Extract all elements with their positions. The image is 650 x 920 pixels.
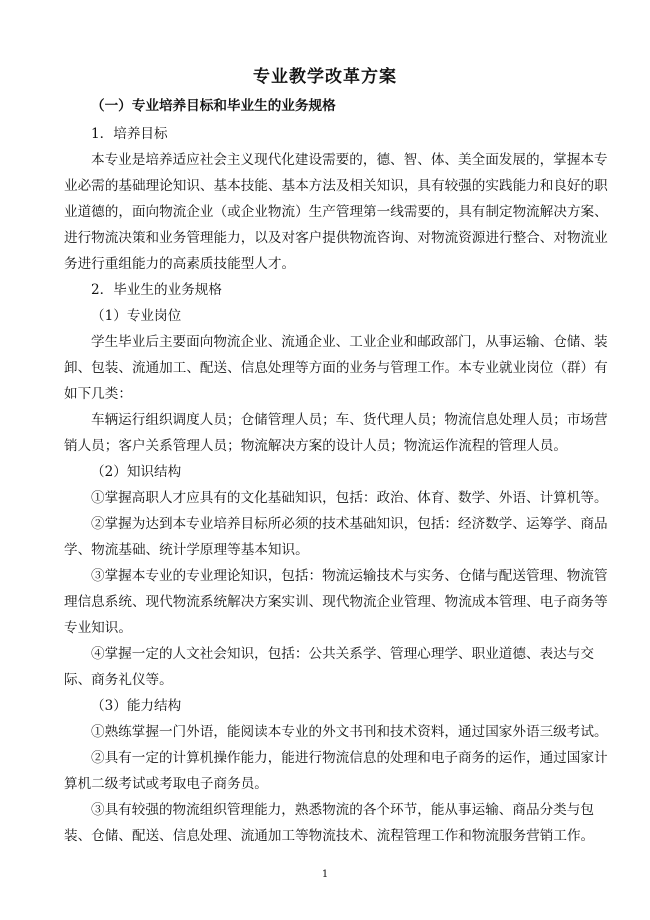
list-item: ②掌握为达到本专业培养目标所必须的技术基础知识，包括：经济数学、运筹学、商品 (91, 516, 608, 532)
list-item: ①掌握高职人才应具有的文化基础知识，包括：政治、体育、数学、外语、计算机等。 (91, 490, 608, 506)
section-heading: （一）专业培养目标和毕业生的业务规格 (91, 98, 336, 114)
document-title: 专业教学改革方案 (253, 67, 397, 87)
paragraph-line: 务进行重组能力的高素质技能型人才。 (64, 256, 296, 272)
list-item: ①熟练掌握一门外语，能阅读本专业的外文书刊和技术资料，通过国家外语三级考试。 (91, 724, 608, 740)
paragraph-line: 如下几类： (64, 386, 132, 402)
paragraph-line: 业必需的基础理论知识、基本技能、基本方法及相关知识，具有较强的实践能力和良好的职 (64, 178, 608, 194)
list-item: ④掌握一定的人文社会知识，包括：公共关系学、管理心理学、职业道德、表达与交 (91, 646, 594, 662)
paragraph-line: 本专业是培养适应社会主义现代化建设需要的，德、智、体、美全面发展的，掌握本专 (91, 152, 608, 168)
paragraph-line: 业道德的，面向物流企业（或企业物流）生产管理第一线需要的，具有制定物流解决方案、 (64, 204, 608, 220)
paragraph-line: 学生毕业后主要面向物流企业、流通企业、工业企业和邮政部门，从事运输、仓储、装 (91, 334, 608, 350)
paragraph-line: 卸、包装、流通加工、配送、信息处理等方面的业务与管理工作。本专业就业岗位（群）有 (64, 360, 608, 376)
list-item: 学、物流基础、统计学原理等基本知识。 (64, 542, 309, 558)
subsection-heading: （2）知识结构 (91, 464, 182, 480)
paragraph-line: 销人员；客户关系管理人员；物流解决方案的设计人员；物流运作流程的管理人员。 (64, 438, 567, 454)
subsection-heading: （1）专业岗位 (91, 308, 182, 324)
list-item: 际、商务礼仪等。 (64, 672, 173, 688)
list-item: 理信息系统、现代物流系统解决方案实训、现代物流企业管理、物流成本管理、电子商务等 (64, 594, 608, 610)
list-item: ③具有较强的物流组织管理能力，熟悉物流的各个环节，能从事运输、商品分类与包 (91, 802, 594, 818)
list-item: ③掌握本专业的专业理论知识，包括：物流运输技术与实务、仓储与配送管理、物流管 (91, 568, 608, 584)
list-item: ②具有一定的计算机操作能力，能进行物流信息的处理和电子商务的运作，通过国家计 (91, 750, 608, 766)
list-item: 装、仓储、配送、信息处理、流通加工等物流技术、流程管理工作和物流服务营销工作。 (64, 828, 595, 844)
subsection-heading: 2．毕业生的业务规格 (91, 282, 222, 298)
subsection-heading: （3）能力结构 (91, 698, 182, 714)
page-number: 1 (321, 869, 329, 880)
subsection-heading: 1．培养目标 (91, 126, 168, 142)
list-item: 专业知识。 (64, 620, 132, 636)
paragraph-line: 进行物流决策和业务管理能力，以及对客户提供物流咨询、对物流资源进行整合、对物流业 (64, 230, 608, 246)
list-item: 算机二级考试或考取电子商务员。 (64, 776, 268, 792)
paragraph-line: 车辆运行组织调度人员；仓储管理人员；车、货代理人员；物流信息处理人员；市场营 (91, 412, 608, 428)
